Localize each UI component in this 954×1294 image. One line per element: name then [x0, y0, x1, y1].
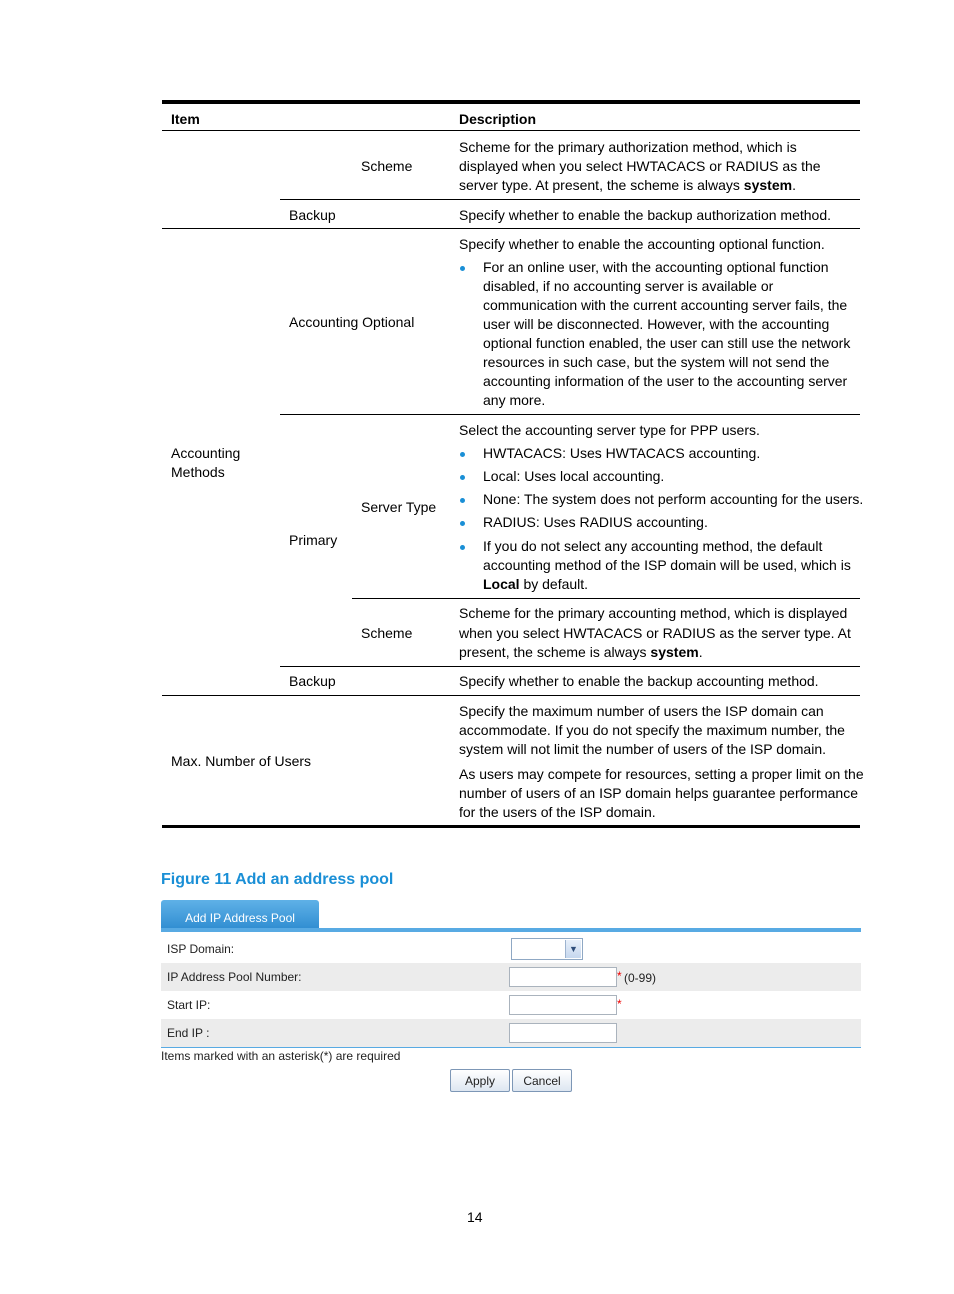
bullet-icon: [460, 498, 465, 503]
start-ip-input[interactable]: [509, 995, 617, 1015]
figure-title: Figure 11 Add an address pool: [161, 871, 394, 888]
end-ip-input[interactable]: [509, 1023, 617, 1043]
rule: [280, 414, 860, 415]
page-number: 14: [467, 1209, 483, 1225]
form-row-start-ip: [161, 991, 861, 1019]
r3-b5: optional function enabled, the user can still use the network: [483, 335, 851, 351]
tab-underline: [161, 928, 861, 932]
required-asterisk: *: [617, 997, 622, 1011]
r3-b8: any more.: [483, 392, 546, 408]
r2-sub: Backup: [289, 207, 336, 223]
r4-b3: None: The system does not perform accounting for the users.: [483, 491, 864, 507]
accounting-methods-1: Accounting: [171, 445, 241, 461]
rule: [352, 598, 860, 599]
isp-domain-label: ISP Domain:: [167, 942, 235, 956]
isp-domain-select[interactable]: [511, 938, 583, 960]
r4-sub: Server Type: [361, 499, 437, 515]
bullet-icon: [460, 266, 465, 271]
r1-line1: Scheme for the primary authorization method, which is: [459, 139, 797, 155]
bullet-icon: [460, 521, 465, 526]
r4-b5-l3: Local by default.: [483, 576, 589, 592]
required-asterisk: *: [617, 969, 622, 983]
r3-sub: Accounting Optional: [289, 314, 415, 330]
r3-b3: communication with the current accounting server fails, the: [483, 297, 848, 313]
rule: [162, 695, 860, 696]
cancel-button[interactable]: Cancel: [512, 1069, 572, 1092]
r1-line2: displayed when you select HWTACACS or RADIUS as the: [459, 158, 821, 174]
form-row-end-ip: [161, 1019, 861, 1047]
r5-sub: Scheme: [361, 625, 413, 641]
form-bottom-line: [161, 1047, 861, 1048]
r3-b6: resources in such case, but the system will not send the: [483, 354, 830, 370]
r7-p2-l2: number of users of an ISP domain helps guarantee performance: [459, 785, 858, 801]
pool-number-input[interactable]: [509, 967, 617, 987]
r7-p2-l3: for the users of the ISP domain.: [459, 804, 656, 820]
pool-number-range-hint: (0-99): [624, 971, 657, 985]
r7-item: Max. Number of Users: [171, 753, 312, 769]
end-ip-label: End IP :: [167, 1026, 210, 1040]
required-note: Items marked with an asterisk(*) are required: [161, 1049, 401, 1063]
r1-sub: Scheme: [361, 158, 413, 174]
r5-line3: present, the scheme is always system.: [459, 644, 703, 660]
r5-line2: when you select HWTACACS or RADIUS as the server type. At: [459, 625, 851, 641]
table-bottom-rule: [162, 825, 860, 828]
r3-b1: For an online user, with the accounting optional function: [483, 259, 829, 275]
r6-desc: Specify whether to enable the backup accounting method.: [459, 673, 819, 689]
header-description: Description: [459, 111, 537, 127]
r3-b4: user will be disconnected. However, with the accounting: [483, 316, 830, 332]
r6-sub: Backup: [289, 673, 336, 689]
r4-b5-l2: accounting method of the ISP domain will be used, which is: [483, 557, 851, 573]
rule: [280, 666, 860, 667]
r3-b2: disabled, if no accounting server is available or: [483, 278, 774, 294]
r7-p1-l1: Specify the maximum number of users the ISP domain can: [459, 703, 824, 719]
header-item: Item: [171, 111, 200, 127]
r3-intro: Specify whether to enable the accounting optional function.: [459, 236, 825, 252]
table-top-rule: [162, 100, 860, 104]
r4-b2: Local: Uses local accounting.: [483, 468, 665, 484]
form-row-pool-number: [161, 963, 861, 991]
r4-b4: RADIUS: Uses RADIUS accounting.: [483, 514, 708, 530]
r4-b1: HWTACACS: Uses HWTACACS accounting.: [483, 445, 761, 461]
r7-p1-l2: accommodate. If you do not specify the maximum number, the: [459, 722, 845, 738]
start-ip-label: Start IP:: [167, 998, 211, 1012]
rule: [280, 199, 860, 200]
r4-b5-l1: If you do not select any accounting method, the default: [483, 538, 823, 554]
r3-b7: accounting information of the user to the accounting server: [483, 373, 848, 389]
r5-line1: Scheme for the primary accounting method, which is displayed: [459, 605, 848, 621]
header-rule: [162, 130, 860, 131]
primary-label: Primary: [289, 532, 338, 548]
r4-intro: Select the accounting server type for PPP users.: [459, 422, 760, 438]
chevron-down-icon[interactable]: ▼: [565, 940, 581, 958]
tab-add-ip-address-pool[interactable]: Add IP Address Pool: [161, 900, 319, 931]
r7-p1-l3: system will not limit the number of users of the ISP domain.: [459, 741, 827, 757]
bullet-icon: [460, 452, 465, 457]
r2-desc: Specify whether to enable the backup authorization method.: [459, 207, 832, 223]
r7-p2-l1: As users may compete for resources, setting a proper limit on the: [459, 766, 864, 782]
r1-line3: server type. At present, the scheme is always system.: [459, 177, 796, 193]
pool-number-label: IP Address Pool Number:: [167, 970, 302, 984]
rule: [162, 228, 860, 229]
form-row-isp-domain: [161, 935, 861, 963]
apply-button[interactable]: Apply: [450, 1069, 510, 1092]
bullet-icon: [460, 545, 465, 550]
accounting-methods-2: Methods: [171, 464, 225, 480]
bullet-icon: [460, 475, 465, 480]
